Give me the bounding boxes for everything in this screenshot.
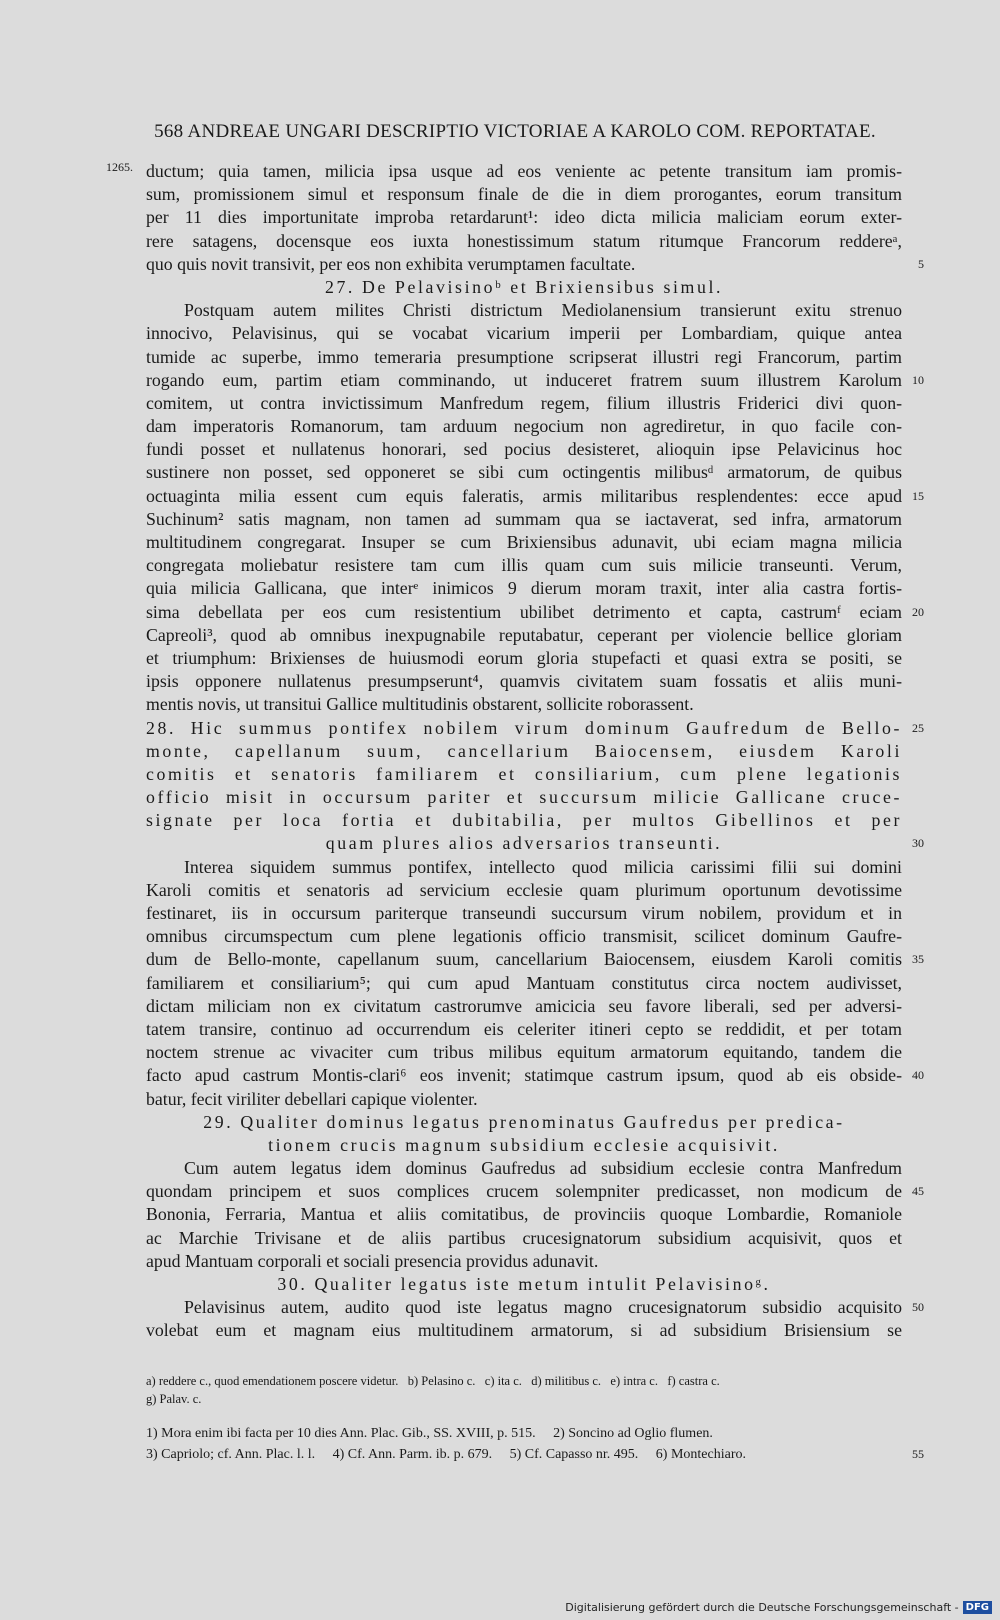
line-text: quia milicia Gallicana, que interᵉ inimicos 9 dierum moram traxit, inter alia castra fortis- [146, 578, 902, 599]
text-line [146, 160, 902, 183]
line-number: 35 [912, 952, 924, 967]
text-line [146, 485, 924, 508]
text-line [146, 740, 902, 763]
line-text: batur, fecit viriliter debellari capique violenter. [146, 1088, 478, 1109]
text-line [146, 508, 902, 531]
line-text: Bononia, Ferraria, Mantua et aliis comitatibus, de provinciis quoque Lombardie, Romaniole [146, 1204, 902, 1225]
text-line [146, 531, 902, 554]
line-text: quam plures alios adversarios transeunti. [325, 833, 723, 854]
text-line [146, 1180, 924, 1203]
line-text: ipsis opponere nullatenus presumpserunt⁴, quamvis civitatem suam fossatis et aliis muni- [146, 671, 902, 692]
line-text: dictam miliciam non ex civitatum castrorumve amicicia seu favore liberali, sed per adversi- [146, 995, 902, 1016]
line-text: Postquam autem milites Christi districtum Mediolanensium transierunt exitu strenuo [184, 300, 902, 321]
line-text: signate per loca fortia et dubitabilia, per multos Gibellinos et per [146, 810, 902, 831]
text-line [146, 972, 902, 995]
line-number: 30 [912, 836, 924, 851]
footnotes [146, 1423, 924, 1465]
line-text: comitis et senatoris familiarem et consiliarium, cum plene legationis [146, 763, 902, 784]
line-text: 27. De Pelavisinoᵇ et Brixiensibus simul. [324, 276, 724, 297]
line-text: et triumphum: Brixienses de huiusmodi eorum gloria stupefacti et quasi extra se positi, se [146, 647, 902, 668]
text-line [146, 415, 902, 438]
text-line [146, 1018, 902, 1041]
apparatus-text: a) reddere c., quod emendationem poscere videtur. b) Pelasino c. c) ita c. d) militibus c. e) intra c. f) castra c. [146, 1374, 720, 1388]
line-text: Suchinum² satis magnam, non tamen ad summam qua se iactaverat, sed infra, armatorum [146, 508, 902, 529]
text-line [146, 670, 902, 693]
line-text: apud Mantuam corporali et sociali presencia providus adunavit. [146, 1250, 599, 1271]
line-text: tumide ac superbe, immo temeraria presumptione scripserat illustri regi Francorum, partim [146, 346, 902, 367]
line-text: comitem, ut contra invictissimum Manfredum regem, filium illustris Friderici divi quon- [146, 392, 902, 413]
line-number: 50 [912, 1300, 924, 1315]
line-text: sima debellata per eos cum resistentium ubilibet detrimento et capta, castrumᶠ eciam [146, 601, 902, 622]
text-line [146, 253, 924, 276]
text-line [146, 995, 902, 1018]
line-text: quondam principem et suos complices crucem solempniter predicasset, non modicum de [146, 1181, 902, 1202]
critical-apparatus [146, 1372, 902, 1408]
line-number: 40 [912, 1068, 924, 1083]
text-line [146, 902, 902, 925]
text-line [146, 925, 902, 948]
line-text: fundi posset et nullatenus honorari, sed pocius desisteret, alioquin ipse Pelavicinus hoc [146, 439, 902, 460]
text-line [146, 1157, 902, 1180]
line-text: volebat eum et magnam eius multitudinem armatorum, si ad subsidium Brisiensium se [146, 1320, 902, 1341]
text-line [146, 577, 902, 600]
running-header: 568 ANDREAE UNGARI DESCRIPTIO VICTORIAE A KAROLO COM. REPORTATAE. [154, 121, 876, 142]
text-line [146, 856, 902, 879]
text-line [146, 1296, 924, 1319]
line-text: familiarem et consiliarium⁵; qui cum apud Mantuam constitutus circa noctem audivisset, [146, 972, 902, 993]
line-text: Pelavisinus autem, audito quod iste legatus magno crucesignatorum subsidio acquisito [184, 1297, 902, 1318]
line-text: Cum autem legatus idem dominus Gaufredus ad subsidium ecclesie contra Manfredum [184, 1158, 902, 1179]
text-line [146, 832, 924, 855]
line-text: festinaret, iis in occursum pariterque transeundi succursum virum nobilem, providum et in [146, 903, 902, 923]
text-line [146, 1041, 902, 1064]
text-line [146, 438, 902, 461]
text-line [146, 948, 924, 971]
text-line [146, 554, 902, 577]
text-line [146, 206, 902, 229]
line-text: Interea siquidem summus pontifex, intellecto quod milicia carissimi filii sui domini [184, 856, 902, 877]
line-text: octuaginta milia essent cum equis faleratis, armis militaribus resplendentes: ecce apud [146, 485, 902, 506]
line-number: 45 [912, 1184, 924, 1199]
line-text: per 11 dies importunitate improba retardarunt¹: ideo dicta milicia maliciam eorum exter- [146, 207, 902, 228]
text-line [146, 693, 902, 716]
line-text: 29. Qualiter dominus legatus prenominatus Gaufredus per predica- [203, 1111, 845, 1132]
text-line [146, 183, 902, 206]
line-text: congregata moliebatur resistere tam cum illis quam cum suis milicie transeunti. Verum, [146, 555, 902, 576]
main-text [106, 160, 924, 1343]
text-line [146, 601, 924, 624]
line-text: 28. Hic summus pontifex nobilem virum dominum Gaufredum de Bello- [146, 717, 902, 738]
line-text: quo quis novit transivit, per eos non exhibita verumptamen facultate. [146, 253, 636, 274]
line-number: 25 [912, 720, 924, 735]
text-line [146, 1273, 902, 1296]
text-line [146, 230, 902, 253]
text-line [146, 1134, 902, 1157]
line-text: omnibus circumspectum cum plene legationis officio transmisit, scilicet dominum Gaufre- [146, 926, 902, 947]
line-text: facto apud castrum Montis-clari⁶ eos invenit; statimque castrum ipsum, quod ab eis obside- [146, 1065, 902, 1086]
text-line [146, 717, 924, 740]
text-line [146, 1111, 902, 1134]
text-line [146, 276, 902, 299]
line-number: 15 [912, 488, 924, 503]
text-line [146, 299, 902, 322]
text-line [146, 322, 902, 345]
apparatus-text: g) Palav. c. [146, 1392, 202, 1406]
text-line [146, 879, 902, 902]
footnote-line [146, 1423, 902, 1444]
line-text: dam imperatoris Romanorum, tam arduum negocium non agrediretur, in quo facile con- [146, 416, 902, 437]
line-number: 20 [912, 604, 924, 619]
footnote-line [146, 1444, 924, 1465]
line-text: 30. Qualiter legatus iste metum intulit Pelavisinoᵍ. [277, 1274, 771, 1294]
dfg-logo: DFG [963, 1601, 992, 1614]
line-text: rere satagens, docensque eos iuxta honestissimum statum ritumque Francorum reddereᵃ, [146, 230, 902, 251]
line-text: sum, promissionem simul et responsum finale de die in diem prorogantes, eorum transitum [146, 184, 902, 205]
margin-year: 1265. [106, 160, 133, 174]
apparatus-line [146, 1372, 902, 1390]
text-line [146, 1203, 902, 1226]
footnote-text: 1) Mora enim ibi facta per 10 dies Ann. Plac. Gib., SS. XVIII, p. 515. 2) Soncino ad Oglio flumen. [146, 1426, 713, 1441]
footer-credit [565, 1598, 992, 1616]
line-number: 5 [918, 256, 924, 271]
text-line [146, 786, 902, 809]
text-line [146, 369, 924, 392]
text-line [146, 624, 902, 647]
line-text: rogando eum, partim etiam comminando, ut induceret fratrem suum illustrem Karolum [146, 369, 902, 390]
line-number: 10 [912, 372, 924, 387]
text-line [146, 763, 902, 786]
text-line [146, 1227, 902, 1250]
text-line [146, 346, 902, 369]
text-line [146, 647, 902, 670]
line-text: Capreoli³, quod ab omnibus inexpugnabile reputabatur, ceperant per violencie bellice gloriam [146, 624, 902, 645]
footnote-text: 3) Capriolo; cf. Ann. Plac. l. l. 4) Cf. Ann. Parm. ib. p. 679. 5) Cf. Capasso nr. 495. 6) Montechiaro. [146, 1447, 746, 1462]
text-line [146, 1088, 902, 1111]
text-line [146, 461, 902, 484]
apparatus-line [146, 1390, 902, 1408]
footer-text: Digitalisierung gefördert durch die Deutsche Forschungsgemeinschaft - [565, 1600, 959, 1614]
line-text: mentis novis, ut transitui Gallice multitudinis obstarent, sollicite roborassent. [146, 694, 694, 715]
line-text: ac Marchie Trivisane et de aliis partibus crucesignatorum subsidium acquisivit, quos et [146, 1227, 902, 1248]
text-line [146, 392, 902, 415]
text-line [146, 1064, 924, 1087]
line-text: innocivo, Pelavisinus, qui se vocabat vicarium imperii per Lombardiam, quique antea [146, 323, 902, 344]
line-text: officio misit in occursum pariter et succursum milicie Gallicane cruce- [146, 787, 902, 808]
text-line [146, 1319, 902, 1342]
text-line [146, 809, 902, 832]
line-text: multitudinem congregarat. Insuper se cum Brixiensibus adunavit, ubi eciam magna milicia [146, 532, 902, 552]
text-line [146, 1250, 902, 1273]
line-number: 55 [912, 1447, 924, 1461]
line-text: tionem crucis magnum subsidium ecclesie acquisivit. [268, 1134, 780, 1155]
line-text: sustinere non posset, sed opponeret se sibi cum octingentis milibusᵈ armatorum, de quibus [146, 462, 902, 483]
line-text: monte, capellanum suum, cancellarium Baiocensem, eiusdem Karoli [146, 740, 902, 761]
line-text: Karoli comitis et senatoris ad servicium ecclesie quam plurimum oportunum devotissime [146, 879, 902, 900]
line-text: dum de Bello-monte, capellanum suum, cancellarium Baiocensem, eiusdem Karoli comitis [146, 949, 902, 970]
line-text: tatem transire, continuo ad occurrendum eis celeriter itineri cepto se reddidit, et per totam [146, 1018, 902, 1039]
line-text: ductum; quia tamen, milicia ipsa usque ad eos veniente ac petente transitum iam promis- [146, 161, 902, 181]
line-text: noctem strenue ac vivaciter cum tribus milibus equitum armatorum equitando, tandem die [146, 1042, 902, 1063]
